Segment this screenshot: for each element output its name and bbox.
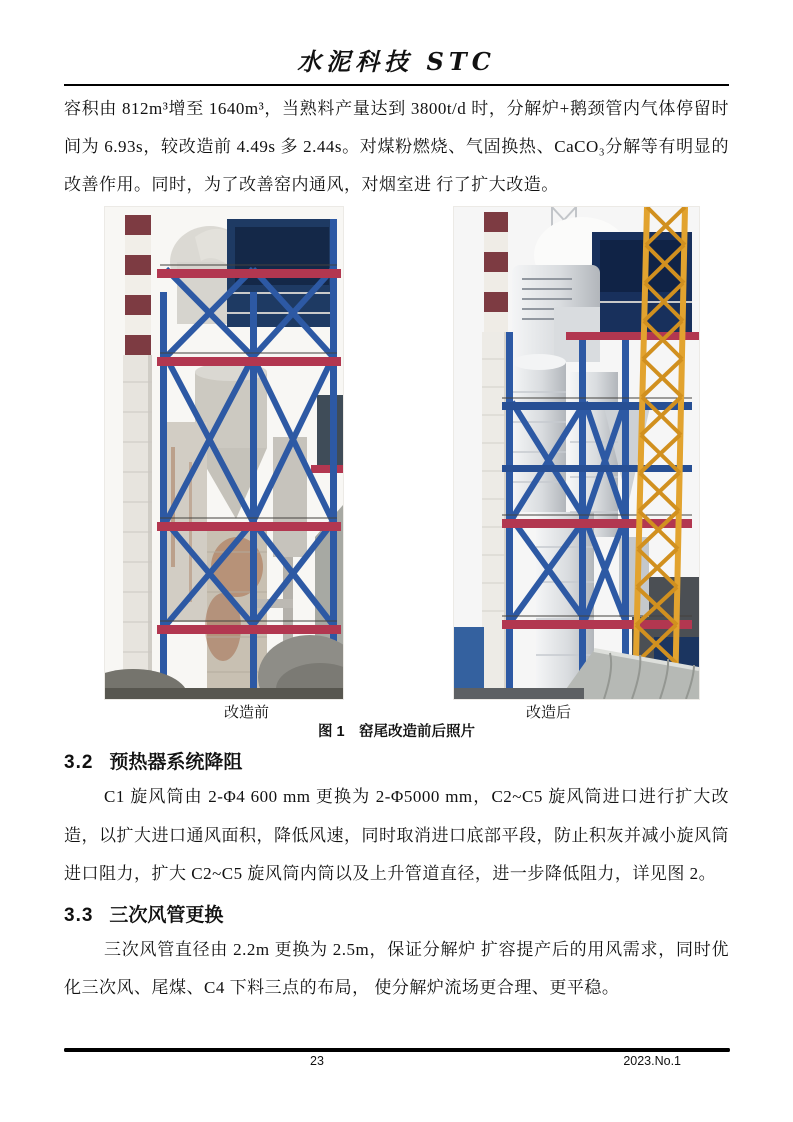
section-3-2-heading: [64, 750, 729, 775]
chimney-striped: [123, 215, 152, 699]
page-number: 23: [310, 1054, 324, 1068]
section-3-3-number: 3.3: [64, 904, 94, 926]
preheater-after-illustration: [454, 207, 699, 699]
caption-before: 改造前: [224, 705, 270, 721]
page-footer: [64, 1048, 730, 1088]
page-title: 水泥科技 STC: [297, 47, 496, 76]
preheater-before-illustration: [105, 207, 343, 699]
section-3-2-paragraph: C1 旋风筒由 2-Φ4 600 mm 更换为 2-Φ5000 mm，C2~C5 旋风筒进口进行扩大改造，以扩大进口通风面积，降低风速，同时取消进口底部平段，防止积灰并减小旋风筒进口阻力，扩大 C2~C5 旋风筒内筒以及上升管道直径，进一步降低阻力，详见图 2。: [64, 787, 729, 883]
figure: [64, 206, 729, 698]
photo-captions: [64, 701, 729, 719]
footer-rule: [64, 1048, 730, 1052]
issue-label: 2023.No.1: [623, 1054, 681, 1068]
section-3-2-number: 3.2: [64, 752, 94, 773]
photo-before: [104, 206, 344, 700]
figure-caption: 图 1 窑尾改造前后照片: [317, 724, 476, 740]
section-3-2-title: 预热器系统降阻: [109, 752, 243, 773]
section-3-3-title: 三次风管更换: [109, 904, 224, 926]
photo-after: [453, 206, 700, 700]
caption-after: 改造后: [526, 705, 572, 721]
section-3-3-paragraph: 三次风管直径由 2.2m 更换为 2.5m，保证分解炉 扩容提产后的用风需求，同时优化三次风、尾煤、C4 下料三点的布局， 使分解炉流场更合理、更平稳。: [64, 939, 729, 997]
intro-paragraph: 容积由 812m³增至 1640m³，当熟料产量达到 3800t/d 时，分解炉+鹅颈管内气体停留时间为 6.93s，较改造前 4.49s 多 2.44s。对煤粉燃烧、气固换热、CaCO₃分解等有明显的改善作用。同时，为了改善窑内通风，对烟室进 行了扩大改造。: [64, 99, 729, 194]
header-rule: [64, 84, 729, 86]
section-3-3-heading: [64, 903, 729, 928]
